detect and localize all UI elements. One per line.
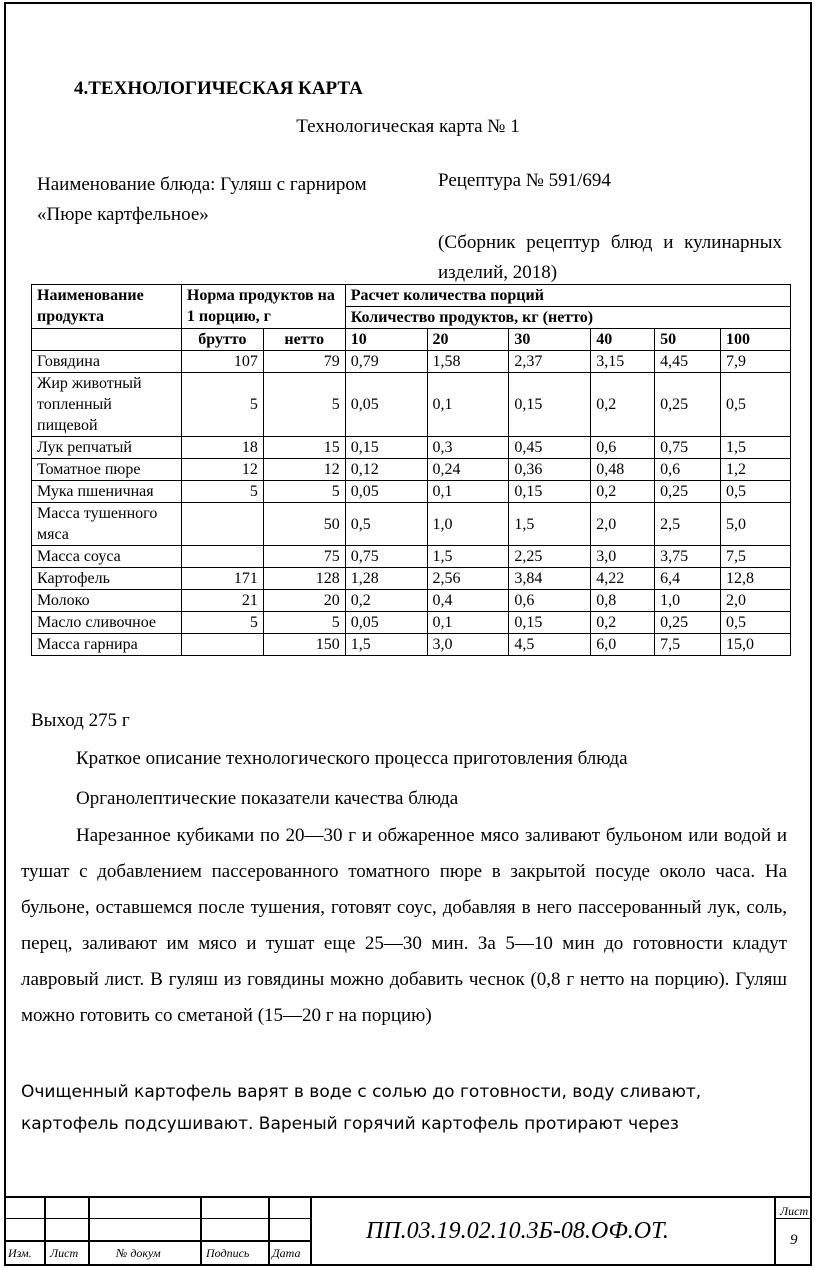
table-row <box>32 634 791 656</box>
quantity-cell: 0,25 <box>655 481 721 503</box>
netto-cell: 5 <box>263 612 345 634</box>
netto-cell: 128 <box>263 568 345 590</box>
quantity-cell: 0,48 <box>591 459 655 481</box>
section-title: 4.ТЕХНОЛОГИЧЕСКАЯ КАРТА <box>74 78 363 99</box>
quantity-cell: 1,5 <box>345 634 427 656</box>
quantity-cell: 1,58 <box>427 351 509 373</box>
quantity-cell: 12,8 <box>721 568 791 590</box>
sheet-label: Лист <box>780 1204 809 1218</box>
table-row <box>32 459 791 481</box>
table-row <box>32 568 791 590</box>
quantity-cell: 4,5 <box>509 634 591 656</box>
garnish-description: Очищенный картофель варят в воде с солью до готовности, воду сливают, картофель подсушивают. Вареный горячий картофель протирают через <box>21 1082 702 1134</box>
quantity-cell: 7,5 <box>721 546 791 568</box>
quantity-cell: 0,2 <box>591 481 655 503</box>
table-row <box>32 437 791 459</box>
quantity-cell: 0,75 <box>345 546 427 568</box>
card-title: Технологическая карта № 1 <box>296 116 520 137</box>
dish-line-1: Наименование блюда: Гуляш с гарниром <box>37 174 367 195</box>
quantity-cell: 7,9 <box>721 351 791 373</box>
brutto-cell: 21 <box>181 590 263 612</box>
quantity-cell: 0,75 <box>655 437 721 459</box>
quantity-cell: 0,15 <box>509 612 591 634</box>
header-empty <box>32 329 182 351</box>
header-qty: Количество продуктов, кг (нетто) <box>345 307 790 329</box>
quantity-cell: 0,36 <box>509 459 591 481</box>
product-name-cell: Жир животный топленный пищевой <box>32 373 182 437</box>
stamp-podpis-label: Подпись <box>206 1246 250 1260</box>
quantity-cell: 0,2 <box>591 612 655 634</box>
quantity-cell: 0,5 <box>721 373 791 437</box>
header-portion: 40 <box>591 329 655 351</box>
recipe-number: Рецептура № 591/694 <box>438 170 611 191</box>
netto-cell: 150 <box>263 634 345 656</box>
quantity-cell: 0,3 <box>427 437 509 459</box>
header-netto: нетто <box>263 329 345 351</box>
quantity-cell: 0,2 <box>345 590 427 612</box>
dish-name <box>37 170 367 230</box>
header-portion: 10 <box>345 329 427 351</box>
header-product-name: Наименование продукта <box>32 285 182 329</box>
sheet-number: 9 <box>790 1232 798 1248</box>
table-row <box>32 351 791 373</box>
brutto-cell: 171 <box>181 568 263 590</box>
quantity-cell: 3,75 <box>655 546 721 568</box>
product-name-cell: Масло сливочное <box>32 612 182 634</box>
header-portion: 100 <box>721 329 791 351</box>
quantity-cell: 0,15 <box>345 437 427 459</box>
quality-heading: Органолептические показатели качества блюда <box>76 788 459 809</box>
brutto-cell <box>181 546 263 568</box>
header-norm: Норма продуктов на 1 порцию, г <box>181 285 345 329</box>
netto-cell: 75 <box>263 546 345 568</box>
netto-cell: 50 <box>263 503 345 546</box>
quantity-cell: 1,2 <box>721 459 791 481</box>
quantity-cell: 2,0 <box>721 590 791 612</box>
quantity-cell: 0,1 <box>427 373 509 437</box>
quantity-cell: 0,05 <box>345 373 427 437</box>
quantity-cell: 1,5 <box>509 503 591 546</box>
quantity-cell: 0,4 <box>427 590 509 612</box>
quantity-cell: 0,15 <box>509 373 591 437</box>
quantity-cell: 2,0 <box>591 503 655 546</box>
quantity-cell: 0,05 <box>345 481 427 503</box>
quantity-cell: 0,1 <box>427 612 509 634</box>
quantity-cell: 0,1 <box>427 481 509 503</box>
quantity-cell: 1,0 <box>427 503 509 546</box>
brutto-cell: 5 <box>181 612 263 634</box>
quantity-cell: 0,25 <box>655 612 721 634</box>
product-name-cell: Масса соуса <box>32 546 182 568</box>
table-row <box>32 612 791 634</box>
quantity-cell: 4,22 <box>591 568 655 590</box>
quantity-cell: 0,25 <box>655 373 721 437</box>
quantity-cell: 4,45 <box>655 351 721 373</box>
netto-cell: 15 <box>263 437 345 459</box>
brutto-cell <box>181 503 263 546</box>
quantity-cell: 0,45 <box>509 437 591 459</box>
quantity-cell: 3,15 <box>591 351 655 373</box>
output-yield: Выход 275 г <box>31 710 130 731</box>
quantity-cell: 7,5 <box>655 634 721 656</box>
quantity-cell: 0,12 <box>345 459 427 481</box>
netto-cell: 20 <box>263 590 345 612</box>
table-row <box>32 373 791 437</box>
brutto-cell <box>181 634 263 656</box>
title-block-stamp <box>4 1196 812 1266</box>
quantity-cell: 15,0 <box>721 634 791 656</box>
table-row <box>32 503 791 546</box>
quantity-cell: 3,0 <box>427 634 509 656</box>
stamp-data-label: Дата <box>272 1246 301 1260</box>
table-row <box>32 546 791 568</box>
quantity-cell: 2,5 <box>655 503 721 546</box>
quantity-cell: 1,0 <box>655 590 721 612</box>
quantity-cell: 0,6 <box>509 590 591 612</box>
header-portion: 20 <box>427 329 509 351</box>
header-portion: 50 <box>655 329 721 351</box>
product-name-cell: Масса тушенного мяса <box>32 503 182 546</box>
quantity-cell: 0,15 <box>509 481 591 503</box>
quantity-cell: 0,6 <box>591 437 655 459</box>
quantity-cell: 0,6 <box>655 459 721 481</box>
tech-card-table <box>31 284 791 656</box>
quantity-cell: 1,5 <box>721 437 791 459</box>
quantity-cell: 6,0 <box>591 634 655 656</box>
netto-cell: 79 <box>263 351 345 373</box>
table-row <box>32 481 791 503</box>
dish-line-2: «Пюре картфельное» <box>37 204 209 225</box>
brutto-cell: 18 <box>181 437 263 459</box>
stamp-list-label: Лист <box>50 1246 79 1260</box>
quantity-cell: 0,5 <box>345 503 427 546</box>
brutto-cell: 12 <box>181 459 263 481</box>
quantity-cell: 0,24 <box>427 459 509 481</box>
header-calc: Расчет количества порций <box>345 285 790 307</box>
header-portion: 30 <box>509 329 591 351</box>
product-name-cell: Масса гарнира <box>32 634 182 656</box>
netto-cell: 5 <box>263 373 345 437</box>
product-name-cell: Говядина <box>32 351 182 373</box>
quantity-cell: 3,0 <box>591 546 655 568</box>
quantity-cell: 2,25 <box>509 546 591 568</box>
quantity-cell: 0,5 <box>721 481 791 503</box>
table-row <box>32 590 791 612</box>
product-name-cell: Молоко <box>32 590 182 612</box>
quantity-cell: 0,2 <box>591 373 655 437</box>
brutto-cell: 5 <box>181 373 263 437</box>
product-name-cell: Томатное пюре <box>32 459 182 481</box>
product-name-cell: Мука пшеничная <box>32 481 182 503</box>
header-brutto: брутто <box>181 329 263 351</box>
quantity-cell: 0,5 <box>721 612 791 634</box>
netto-cell: 12 <box>263 459 345 481</box>
quantity-cell: 5,0 <box>721 503 791 546</box>
quantity-cell: 6,4 <box>655 568 721 590</box>
quantity-cell: 1,28 <box>345 568 427 590</box>
quantity-cell: 2,56 <box>427 568 509 590</box>
brutto-cell: 107 <box>181 351 263 373</box>
product-name-cell: Картофель <box>32 568 182 590</box>
document-code: ПП.03.19.02.10.3Б-08.ОФ.ОТ. <box>366 1218 669 1244</box>
quantity-cell: 0,05 <box>345 612 427 634</box>
quantity-cell: 0,79 <box>345 351 427 373</box>
process-heading: Краткое описание технологического процесса приготовления блюда <box>76 748 628 769</box>
quantity-cell: 3,84 <box>509 568 591 590</box>
stamp-dokum-label: № докум <box>116 1246 161 1260</box>
quantity-cell: 2,37 <box>509 351 591 373</box>
quantity-cell: 0,8 <box>591 590 655 612</box>
recipe-source: (Сборник рецептур блюд и кулинарных изделий, 2018) <box>438 232 782 283</box>
netto-cell: 5 <box>263 481 345 503</box>
brutto-cell: 5 <box>181 481 263 503</box>
quantity-cell: 1,5 <box>427 546 509 568</box>
process-description: Нарезанное кубиками по 20—30 г и обжаренное мясо заливают бульоном или водой и тушат с добавлением пассерованного томатного пюре в закрытой посуде около часа. На бульоне, оставшемся после тушения, готовят соус, добавляя в него пассерованный лук, соль, перец, заливают им мясо и тушат еще 25—30 мин. За 5—10 мин до готовности кладут лавровый лист. В гуляш из говядины можно добавить чеснок (0,8 г нетто на порцию). Гуляш можно готовить со сметаной (15—20 г на порцию) <box>21 825 787 1026</box>
product-name-cell: Лук репчатый <box>32 437 182 459</box>
stamp-izm-label: Изм. <box>8 1246 32 1260</box>
